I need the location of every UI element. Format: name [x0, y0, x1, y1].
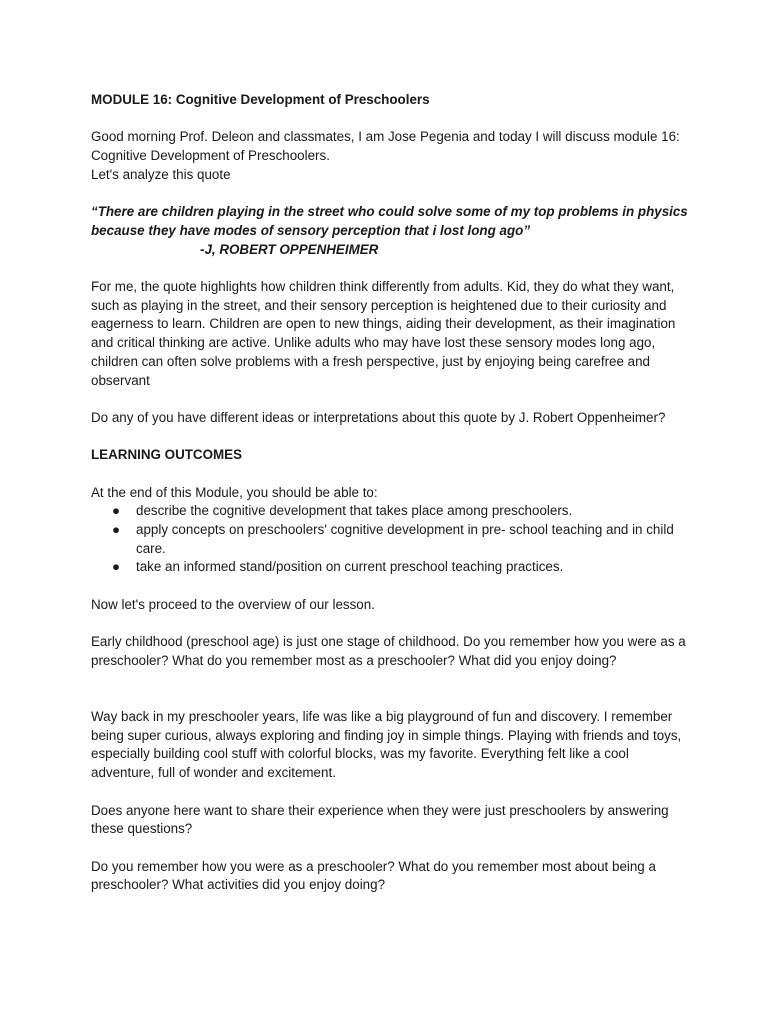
spacer: [91, 390, 691, 409]
outcome-text: take an informed stand/position on current preschool teaching practices.: [136, 559, 564, 575]
list-item: [91, 558, 691, 577]
outcomes-intro: At the end of this Module, you should be able to:: [91, 484, 378, 500]
outcome-text: describe the cognitive development that takes place among preschoolers.: [136, 503, 573, 519]
outcomes-list: [91, 502, 691, 577]
quote-text: “There are children playing in the street who could solve some of my top problems in physics because they have modes of sensory perception that i lost long ago”: [91, 204, 688, 238]
spacer: [91, 428, 691, 447]
list-item: [91, 521, 691, 558]
spacer: [91, 259, 691, 278]
proceed-line: Now let's proceed to the overview of our lesson.: [91, 596, 375, 612]
greeting-paragraph: Good morning Prof. Deleon and classmates, I am Jose Pegenia and today I will discuss module 16: Cognitive Development of Preschoolers.: [91, 129, 680, 164]
learning-outcomes-heading: LEARNING OUTCOMES: [91, 447, 243, 463]
final-questions: Do you remember how you were as a preschooler? What do you remember most about being a preschooler? What activities did you enjoy doing?: [91, 858, 656, 893]
spacer: [91, 839, 691, 858]
spacer: [91, 671, 691, 690]
spacer: [91, 615, 691, 634]
memory-paragraph: Way back in my preschooler years, life was like a big playground of fun and discovery. I remember being super curious, always exploring and finding joy in simple things. Playing with friends and toys, especially building cool stuff with colorful blocks, was my favorite. Everything felt like a cool adventure, full of wonder and excitement.: [91, 709, 682, 781]
spacer: [91, 185, 691, 204]
document-title: MODULE 16: Cognitive Development of Preschoolers: [91, 92, 430, 107]
spacer: [91, 689, 691, 708]
spacer: [91, 465, 691, 484]
spacer: [91, 783, 691, 802]
reflection-paragraph: For me, the quote highlights how children think differently from adults. Kid, they do what they want, such as playing in the street, and their sensory perception is heightened due to their curiosity and eagerness to learn. Children are open to new things, aiding their development, as their imagination and critical thinking are active. Unlike adults who may have lost these sensory modes long ago, children can often solve problems with a fresh perspective, just by enjoying being carefree and observant: [91, 278, 676, 388]
quote-author: -J, ROBERT OPPENHEIMER: [200, 241, 379, 257]
spacer: [91, 110, 691, 129]
analyze-line: Let's analyze this quote: [91, 166, 231, 182]
list-item: [91, 502, 691, 521]
document-page: [91, 91, 691, 895]
spacer: [91, 577, 691, 596]
share-question: Does anyone here want to share their experience when they were just preschoolers by answering these questions?: [91, 802, 669, 837]
outcome-text: apply concepts on preschoolers' cognitive development in pre- school teaching and in child care.: [136, 522, 674, 556]
bullet-icon: ●: [112, 559, 121, 575]
bullet-icon: ●: [112, 503, 121, 519]
bullet-icon: ●: [112, 522, 121, 538]
early-childhood-paragraph: Early childhood (preschool age) is just one stage of childhood. Do you remember how you were as a preschooler? What do you remember most as a preschooler? What did you enjoy doing?: [91, 634, 686, 668]
interpretation-question: Do any of you have different ideas or interpretations about this quote by J. Robert Oppenheimer?: [91, 409, 666, 425]
